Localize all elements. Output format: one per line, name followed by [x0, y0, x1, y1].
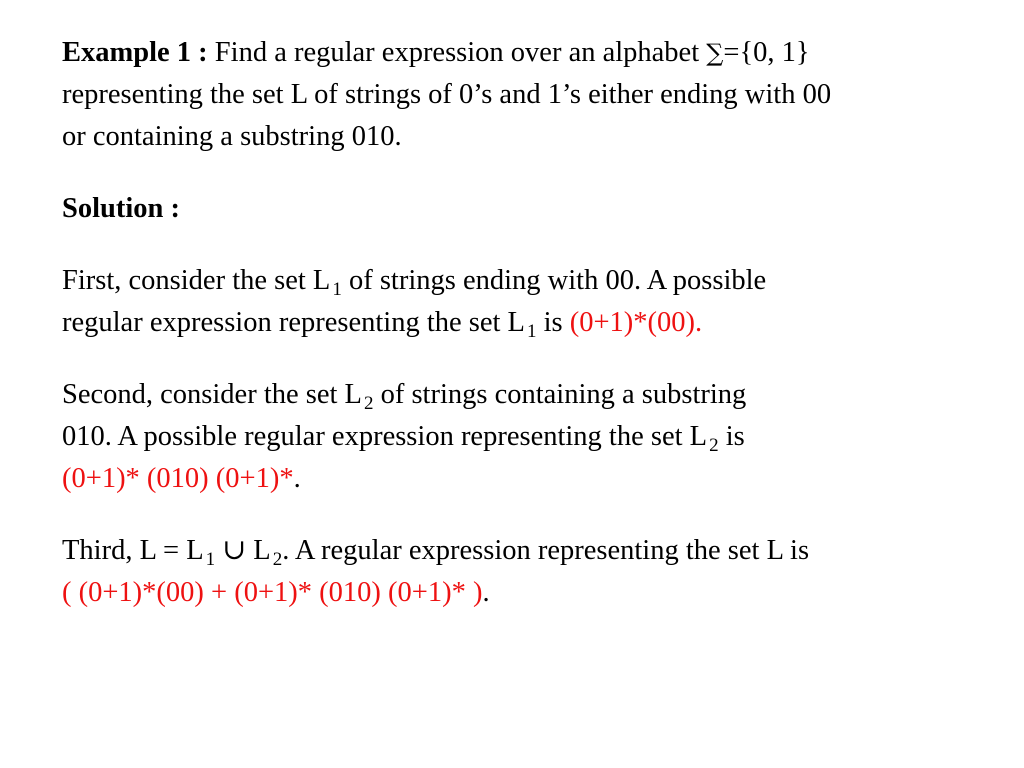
- first-regex: (0+1)*(00).: [569, 307, 703, 338]
- second-text2: of strings containing a substring: [373, 379, 747, 410]
- first-text2: of strings ending with 00. A possible: [341, 265, 767, 296]
- union-symbol: ∪: [215, 535, 254, 566]
- first-paragraph: [62, 260, 1002, 344]
- solution-paragraph: [62, 188, 1002, 230]
- first-text4: is: [536, 307, 570, 338]
- example-line1: Find a regular expression over an alphabet: [214, 37, 707, 68]
- third-text1: Third, L = L: [62, 535, 204, 566]
- third-text2: L: [253, 535, 271, 566]
- second-paragraph: [62, 374, 1002, 500]
- first-sub1: 1: [332, 279, 342, 300]
- second-regex: (0+1)* (010) (0+1)*: [62, 463, 294, 494]
- third-sub1: 1: [205, 549, 216, 570]
- example-alphabet: ={0, 1}: [723, 37, 810, 68]
- second-text1: Second, consider the set L: [62, 379, 362, 410]
- third-sub2: 2: [272, 549, 283, 570]
- third-end: .: [482, 577, 490, 608]
- example-line2: representing the set L of strings of 0’s and 1’s either ending with 00: [62, 79, 832, 110]
- example-heading: Example 1 :: [62, 37, 208, 68]
- third-regex: ( (0+1)*(00) + (0+1)* (010) (0+1)* ): [62, 577, 483, 608]
- first-sub2: 1: [526, 321, 537, 342]
- sigma-symbol: ∑: [706, 39, 724, 67]
- second-sub2: 2: [709, 435, 719, 456]
- slide-content: [62, 32, 1002, 644]
- first-text3: regular expression representing the set L: [62, 307, 525, 338]
- third-paragraph: [62, 530, 1002, 614]
- third-text3: . A regular expression representing the set L is: [282, 535, 810, 566]
- solution-heading: Solution :: [62, 193, 180, 224]
- second-sub1: 2: [363, 393, 374, 414]
- second-text3: 010. A possible regular expression representing the set L: [62, 421, 708, 452]
- example-line3: or containing a substring 010.: [62, 121, 402, 152]
- example-paragraph: [62, 32, 1002, 158]
- first-text1: First, consider the set L: [62, 265, 331, 296]
- second-end: .: [293, 463, 301, 494]
- second-text4: is: [718, 421, 745, 452]
